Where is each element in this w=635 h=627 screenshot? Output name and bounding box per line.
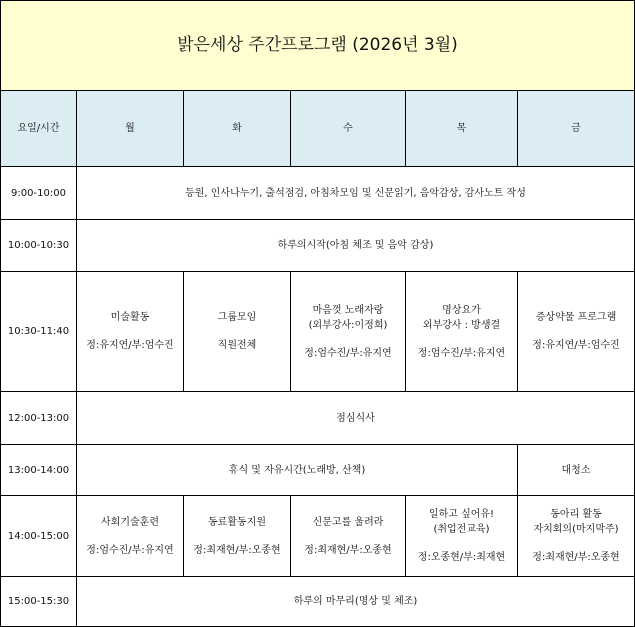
schedule-cell-day-end: 하루의 마무리(명상 및 체조) bbox=[77, 577, 635, 627]
schedule-cell-day-start: 하루의시작(아침 체조 및 음악 감상) bbox=[77, 220, 635, 272]
program-title: 마음껏 노래자랑 bbox=[312, 304, 384, 316]
header-day-mon: 월 bbox=[77, 91, 184, 167]
schedule-cell-lunch: 점심식사 bbox=[77, 392, 635, 445]
program-title: 일하고 싶어유! bbox=[428, 509, 495, 520]
header-day-thu: 목 bbox=[406, 91, 518, 167]
header-day-wed: 수 bbox=[291, 91, 406, 167]
program-title: 그룹모임 bbox=[217, 312, 257, 323]
program-title: 동아리 활동 bbox=[550, 509, 602, 520]
program-staff: 정:최재현/부:오종현 bbox=[193, 544, 281, 556]
time-slot-1400: 14:00-15:00 bbox=[1, 496, 77, 577]
schedule-cell-morning-routine: 등원, 인사나누기, 출석점검, 아침차모임 및 신문읽기, 음악감상, 감사노트 작성 bbox=[77, 167, 635, 220]
time-slot-1200: 12:00-13:00 bbox=[1, 392, 77, 445]
time-slot-1030: 10:30-11:40 bbox=[1, 272, 77, 392]
time-slot-1000: 10:00-10:30 bbox=[1, 220, 77, 272]
header-day-tue: 화 bbox=[184, 91, 291, 167]
program-staff: 정:엄수진/부:유지연 bbox=[86, 544, 174, 556]
time-slot-0900: 9:00-10:00 bbox=[1, 167, 77, 220]
page-title: 밝은세상 주간프로그램 (2026년 3월) bbox=[1, 1, 635, 91]
program-staff: 정:유지연/부:엄수진 bbox=[532, 340, 620, 351]
time-slot-1300: 13:00-14:00 bbox=[1, 445, 77, 496]
time-slot-1500: 15:00-15:30 bbox=[1, 577, 77, 627]
schedule-cell-tue-1400 bbox=[184, 496, 291, 577]
schedule-cell-free-time: 휴식 및 자유시간(노래방, 산책) bbox=[77, 445, 518, 496]
schedule-cell-thu-1030 bbox=[406, 272, 518, 392]
header-day-fri: 금 bbox=[518, 91, 635, 167]
program-staff: 정:최재현/부:오종현 bbox=[532, 552, 620, 563]
program-subtitle: 자치회의(마지막주) bbox=[533, 524, 619, 535]
schedule-cell-thu-1400 bbox=[406, 496, 518, 577]
program-title: 사회기술훈련 bbox=[101, 516, 159, 528]
schedule-cell-wed-1030 bbox=[291, 272, 406, 392]
program-staff: 정:엄수진/부:유지연 bbox=[417, 347, 506, 359]
program-title: 미술활동 bbox=[110, 312, 150, 323]
schedule-cell-tue-1030 bbox=[184, 272, 291, 392]
program-staff: 정:오종현/부:최재현 bbox=[417, 552, 506, 563]
program-title: 신문고를 울려라 bbox=[312, 516, 384, 528]
program-subtitle: (취업전교육) bbox=[433, 524, 490, 535]
schedule-cell-fri-1400 bbox=[518, 496, 635, 577]
schedule-cell-wed-1400 bbox=[291, 496, 406, 577]
schedule-cell-cleaning: 대청소 bbox=[518, 445, 635, 496]
schedule-cell-mon-1030 bbox=[77, 272, 184, 392]
program-title: 명상요가 bbox=[442, 304, 481, 316]
program-subtitle: 외부강사 : 방생결 bbox=[422, 319, 501, 331]
program-staff: 정:최재현/부:오종현 bbox=[304, 544, 392, 556]
program-title: 동료활동지원 bbox=[208, 516, 266, 528]
program-subtitle: (외부강사:이정희) bbox=[308, 319, 388, 331]
program-staff: 정:유지연/부:엄수진 bbox=[86, 340, 174, 351]
program-staff: 정:엄수진/부:유지연 bbox=[304, 347, 392, 359]
header-time-label: 요일/시간 bbox=[1, 91, 77, 167]
schedule-cell-mon-1400 bbox=[77, 496, 184, 577]
schedule-cell-fri-1030 bbox=[518, 272, 635, 392]
program-staff: 직원전체 bbox=[217, 340, 257, 351]
program-title: 증상약물 프로그램 bbox=[535, 312, 617, 323]
